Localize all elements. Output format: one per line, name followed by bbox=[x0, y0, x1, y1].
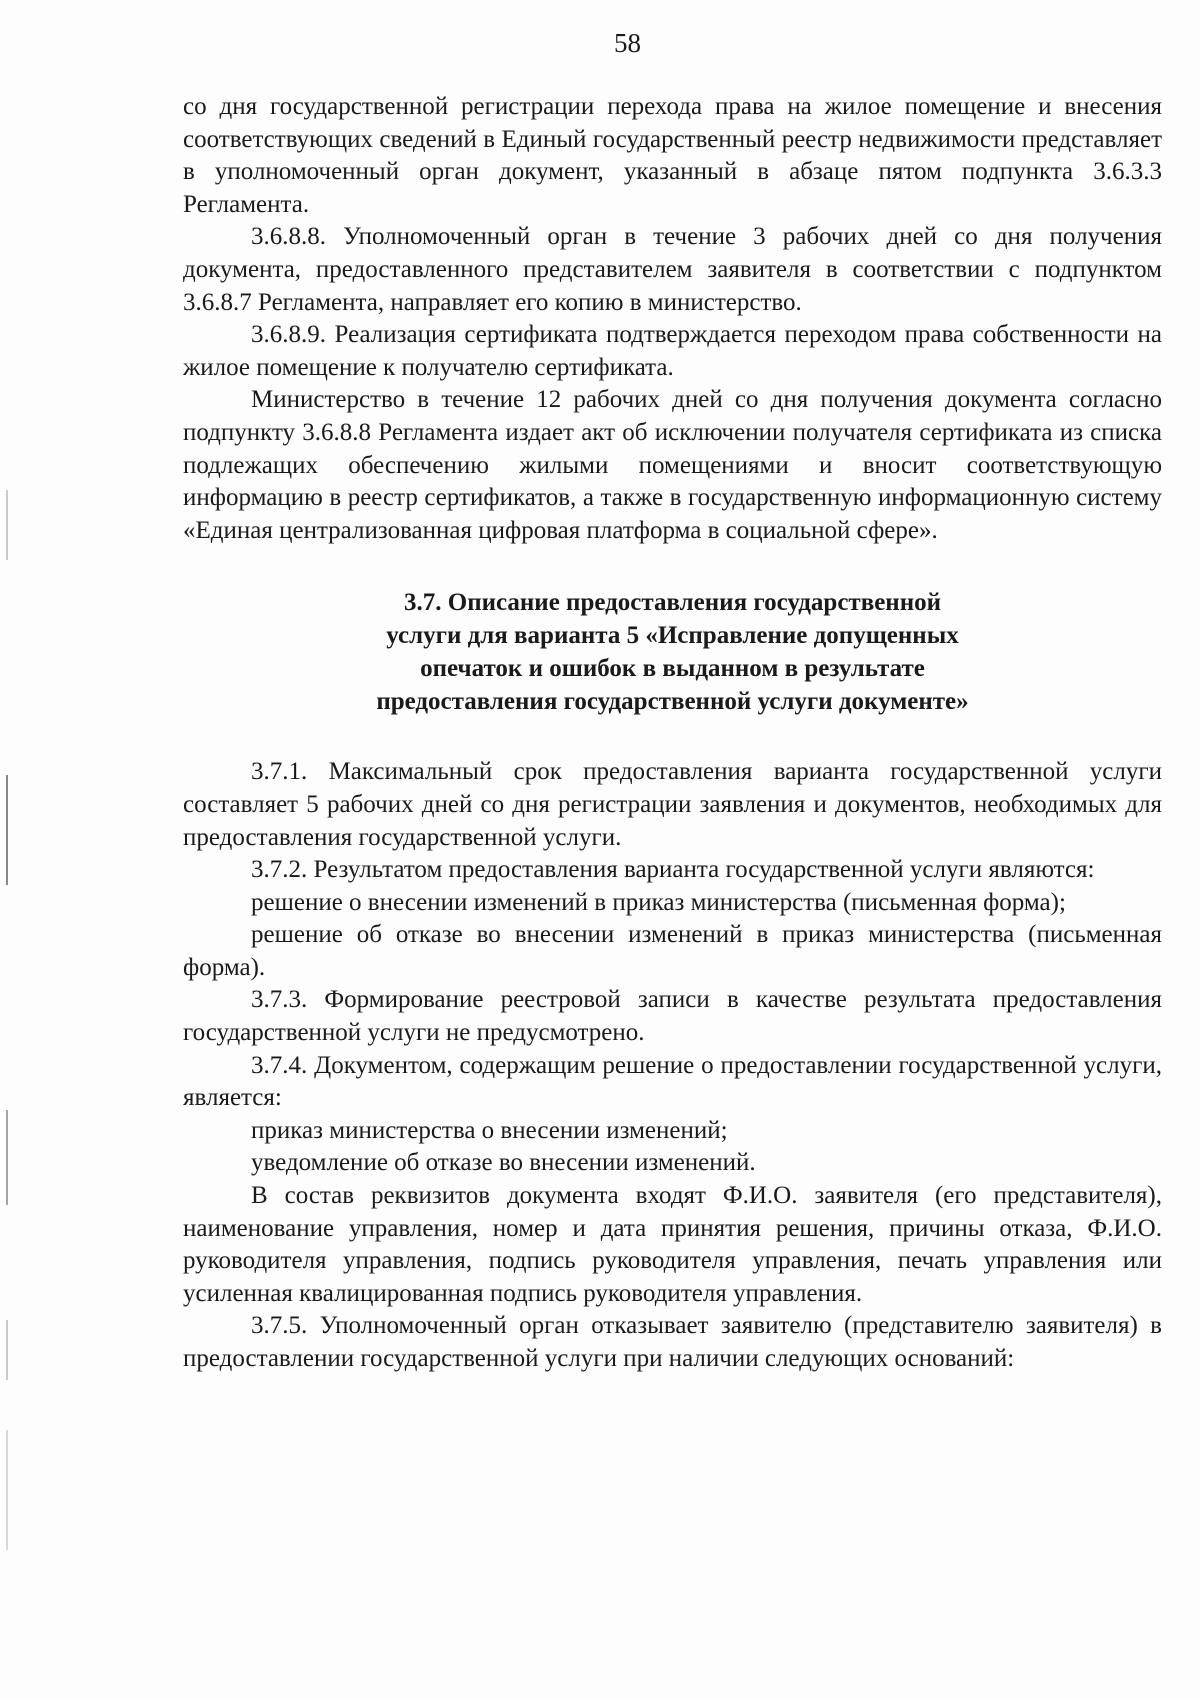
heading-line: 3.7. Описание предоставления государственной bbox=[404, 589, 941, 617]
heading-line: предоставления государственной услуги документе» bbox=[376, 688, 969, 716]
scan-edge-mark bbox=[6, 775, 8, 885]
paragraph-requisites: В состав реквизитов документа входят Ф.И.О. заявителя (его представителя), наименование управления, номер и дата принятия решения, причины отказа, Ф.И.О. руководителя управления, подпись руководителя управления, печать управления или усиленная квалицированная подпись руководителя управления. bbox=[183, 1182, 1162, 1307]
scan-edge-mark bbox=[6, 490, 8, 560]
heading-line: услуги для варианта 5 «Исправление допущенных bbox=[386, 622, 959, 650]
scan-edge-mark bbox=[6, 1110, 8, 1205]
paragraph-3-7-4: 3.7.4. Документом, содержащим решение о предоставлении государственной услуги, является: bbox=[183, 1051, 1162, 1112]
paragraph-3-7-3: 3.7.3. Формирование реестровой записи в качестве результата предоставления государственной услуги не предусмотрено. bbox=[183, 986, 1162, 1047]
scan-edge-mark bbox=[6, 1430, 8, 1550]
list-item: решение о внесении изменений в приказ министерства (письменная форма); bbox=[251, 888, 1066, 916]
list-item: приказ министерства о внесении изменений; bbox=[251, 1116, 728, 1144]
section-heading-3-7 bbox=[183, 586, 1162, 718]
paragraph-3-6-8-8: 3.6.8.8. Уполномоченный орган в течение 3 рабочих дней со дня получения документа, предоставленного представителем заявителя в соответствии с подпунктом 3.6.8.7 Регламента, направляет его копию в министерство. bbox=[183, 223, 1162, 316]
paragraph-continuation: со дня государственной регистрации перехода права на жилое помещение и внесения соответствующих сведений в Единый государственный реестр недвижимости представляет в уполномоченный орган документ, указанный в абзаце пятом подпункта 3.6.3.3 Регламента. bbox=[183, 93, 1162, 218]
list-item: уведомление об отказе во внесении изменений. bbox=[251, 1149, 756, 1177]
page-number: 58 bbox=[614, 28, 641, 58]
paragraph-ministry: Министерство в течение 12 рабочих дней со дня получения документа согласно подпункту 3.6.8.8 Регламента издает акт об исключении получателя сертификата из списка подлежащих обеспечению жилыми помещениями и вносит соответствующую информацию в реестр сертификатов, а также в государственную информационную систему «Единая централизованная цифровая платформа в социальной сфере». bbox=[183, 386, 1162, 544]
document-body bbox=[183, 91, 1162, 1376]
paragraph-3-7-2: 3.7.2. Результатом предоставления варианта государственной услуги являются: bbox=[251, 856, 1095, 884]
scan-edge-mark bbox=[6, 1320, 8, 1380]
paragraph-3-6-8-9: 3.6.8.9. Реализация сертификата подтверждается переходом права собственности на жилое помещение к получателю сертификата. bbox=[183, 321, 1162, 381]
paragraph-3-7-1: 3.7.1. Максимальный срок предоставления варианта государственной услуги составляет 5 рабочих дней со дня регистрации заявления и документов, необходимых для предоставления государственной услуги. bbox=[183, 758, 1162, 851]
heading-line: опечаток и ошибок в выданном в результате bbox=[420, 655, 925, 683]
paragraph-3-7-5: 3.7.5. Уполномоченный орган отказывает заявителю (представителю заявителя) в предоставлении государственной услуги при наличии следующих оснований: bbox=[183, 1312, 1162, 1372]
list-item: решение об отказе во внесении изменений в приказ министерства (письменная форма). bbox=[183, 921, 1162, 981]
